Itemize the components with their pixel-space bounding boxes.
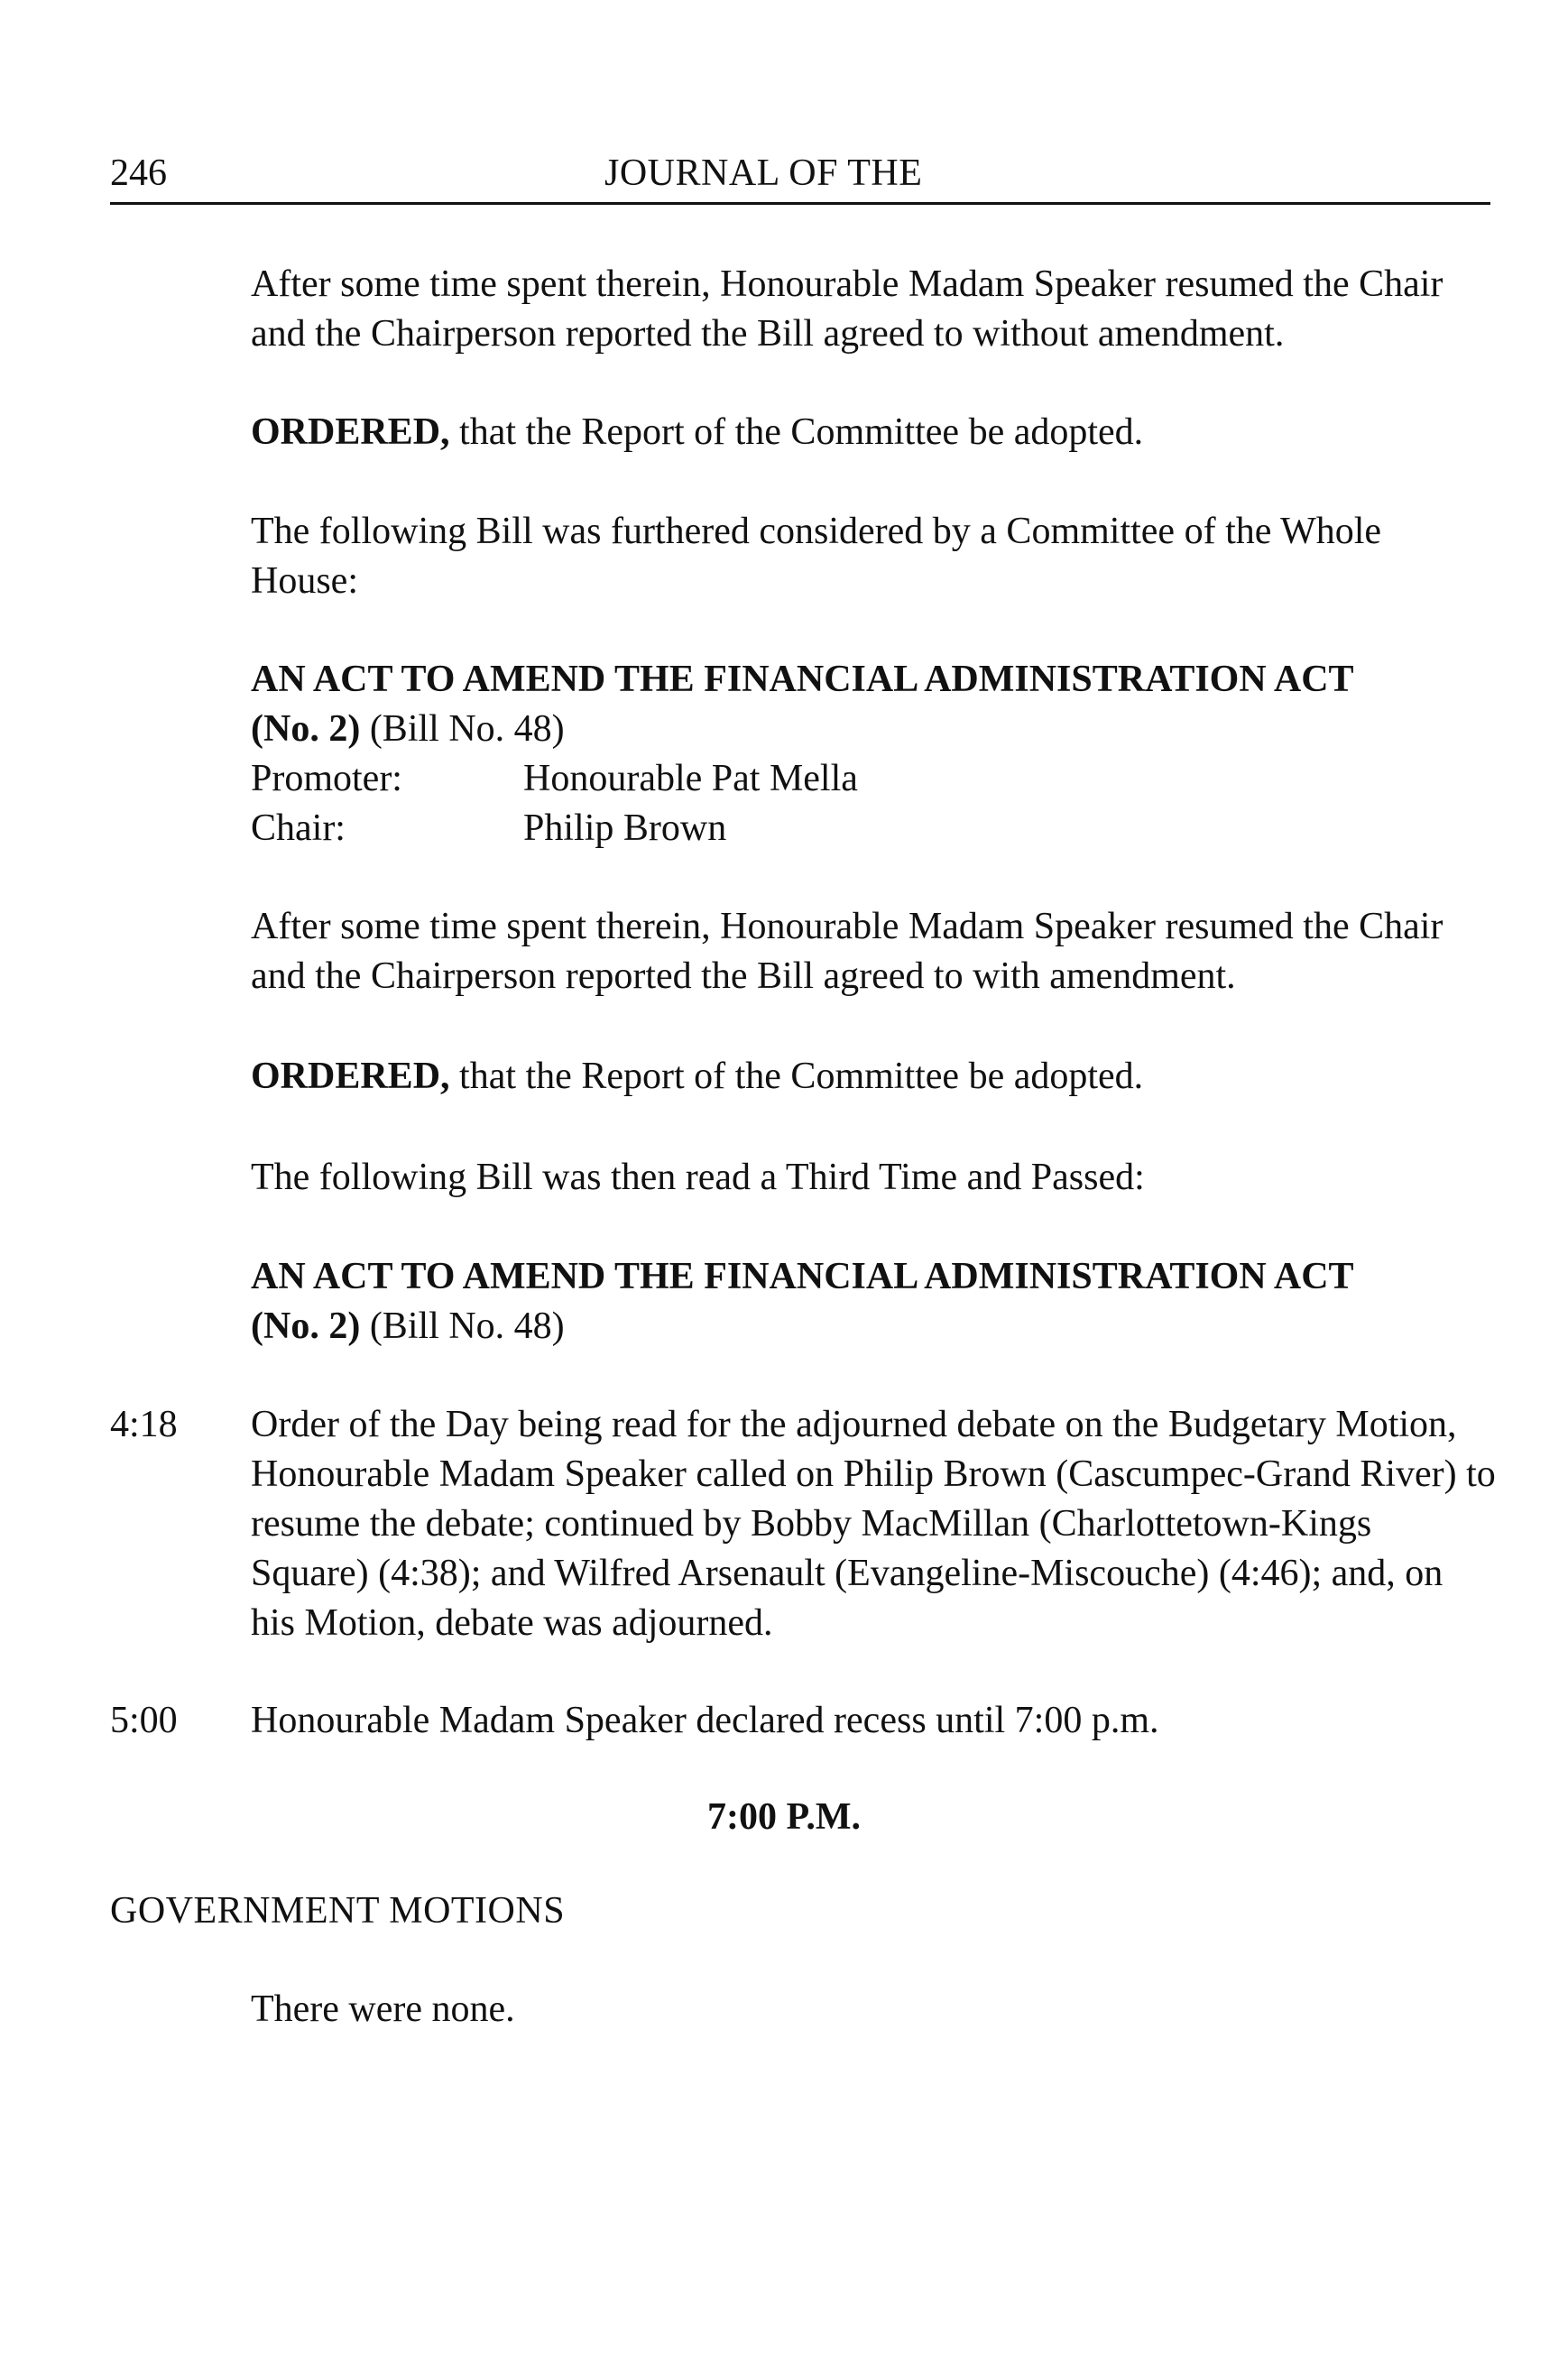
chair-label: Chair: — [251, 807, 346, 849]
ordered-text: that the Report of the Committee be adopted. — [449, 411, 1144, 453]
bill-title: AN ACT TO AMEND THE FINANCIAL ADMINISTRATION ACT — [251, 659, 1354, 700]
bill-number-bold: (No. 2) — [251, 708, 361, 750]
bill-number-rest: (Bill No. 48) — [360, 708, 565, 750]
ordered-paragraph-2 — [251, 1052, 1496, 1102]
section-heading-government-motions: GOVERNMENT MOTIONS — [110, 1890, 566, 1932]
running-head: JOURNAL OF THE — [604, 152, 923, 194]
bill-number-line — [251, 705, 1496, 754]
entry-time: 4:18 — [110, 1404, 178, 1445]
paragraph-further-considered: The following Bill was furthered considered by a Committee of the Whole House: — [251, 511, 1382, 602]
ordered-paragraph-1 — [251, 408, 1496, 457]
bill-block-2 — [251, 1252, 1496, 1351]
entry-time: 5:00 — [110, 1700, 178, 1741]
paragraph-committee-report-1: After some time spent therein, Honourable Madam Speaker resumed the Chair and the Chairperson reported the Bill agreed to without amendment. — [251, 263, 1443, 355]
entry-text-budgetary-debate: Order of the Day being read for the adjourned debate on the Budgetary Motion, Honourable Madam Speaker called on Philip Brown (Cascumpec-Grand River) to resume the debate; continued by Bobby MacMillan (Charlottetown-Kings Square) (4:38); and Wilfred Arsenault (Evangeline-Miscouche) (4:46); and, on his Motion, debate was adjourned. — [251, 1404, 1496, 1644]
bill-number-line — [251, 1302, 1496, 1351]
page-number: 246 — [110, 152, 167, 194]
paragraph-third-reading: The following Bill was then read a Third Time and Passed: — [251, 1157, 1145, 1198]
ordered-label: ORDERED, — [251, 1056, 450, 1097]
entry-text-recess: Honourable Madam Speaker declared recess until 7:00 p.m. — [251, 1700, 1159, 1741]
page-header — [110, 152, 1490, 205]
chair-row — [251, 804, 1496, 853]
promoter-label: Promoter: — [251, 758, 402, 799]
section-text: There were none. — [251, 1988, 515, 2030]
promoter-value: Honourable Pat Mella — [523, 758, 858, 799]
bill-title: AN ACT TO AMEND THE FINANCIAL ADMINISTRATION ACT — [251, 1256, 1354, 1297]
chair-value: Philip Brown — [523, 807, 727, 849]
paragraph-committee-report-2: After some time spent therein, Honourable Madam Speaker resumed the Chair and the Chairperson reported the Bill agreed to with amendment. — [251, 906, 1443, 997]
bill-number-rest: (Bill No. 48) — [360, 1305, 565, 1347]
ordered-label: ORDERED, — [251, 411, 450, 453]
ordered-text: that the Report of the Committee be adopted. — [449, 1056, 1144, 1097]
promoter-row — [251, 754, 1496, 804]
evening-time-heading: 7:00 P.M. — [707, 1796, 861, 1838]
bill-block-1 — [251, 655, 1496, 853]
bill-number-bold: (No. 2) — [251, 1305, 361, 1347]
